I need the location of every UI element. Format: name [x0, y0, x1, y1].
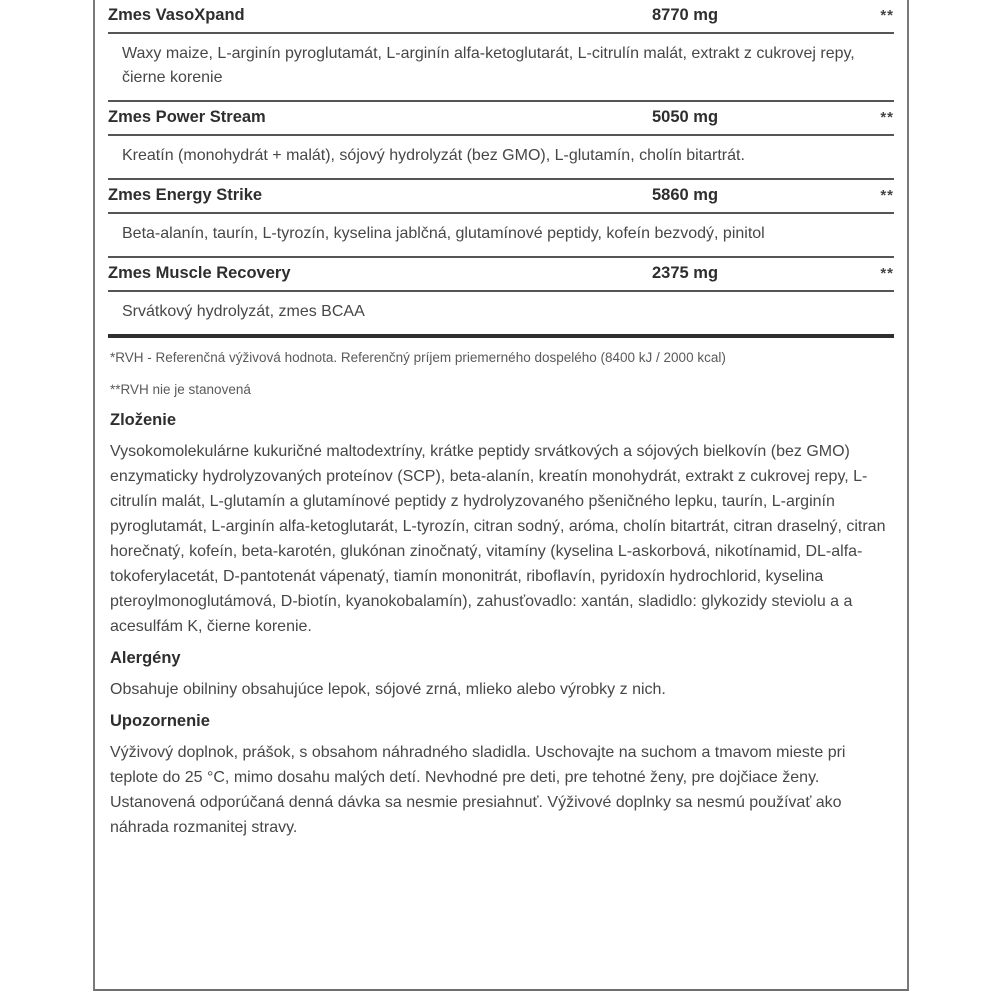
blend-title-row: [108, 0, 894, 34]
blend-rvh-mark: **: [880, 109, 894, 126]
blend-title-row: [108, 180, 894, 214]
rvh-footnote-definition: *RVH - Referenčná výživová hodnota. Referenčný príjem priemerného dospelého (8400 kJ / 2000 kcal): [110, 350, 726, 365]
blend-name: Zmes Muscle Recovery: [108, 264, 291, 282]
blend-ingredients: Srvátkový hydrolyzát, zmes BCAA: [122, 303, 365, 320]
blend-section-energy-strike: [108, 178, 894, 256]
rvh-footnote-not-established: **RVH nie je stanovená: [110, 382, 251, 397]
blend-rvh-mark: **: [880, 7, 894, 24]
blend-section-vasoxpand: [108, 0, 894, 100]
blend-ingredients: Beta-alanín, taurín, L-tyrozín, kyselina jablčná, glutamínové peptidy, kofeín bezvodý, pinitol: [122, 225, 765, 242]
blend-name: Zmes Power Stream: [108, 108, 266, 126]
blend-title-row: [108, 102, 894, 136]
composition-body: Vysokomolekulárne kukuričné maltodextríny, krátke peptidy srvátkových a sójových bielkovín (bez GMO) enzymaticky hydrolyzovaných proteínov (SCP), beta-alanín, kreatín monohydrát, extrakt z cukrovej repy, L-citrulín malát, L-glutamín a glutamínové peptidy z hydrolyzovaného pšeničného lepku, taurín, L-arginín pyroglutamát, L-arginín alfa-ketoglutarát, L-tyrozín, citran sodný, aróma, cholín bitartrát, citran draselný, citran horečnatý, kofeín, beta-karotén, glukónan zinočnatý, vitamíny (kyselina L-askorbová, nikotínamid, DL-alfa-tokoferylacetát, D-pantotenát vápenatý, tiamín mononitrát, riboflavín, pyridoxín hydrochlorid, kyselina pteroylmonoglutámová, D-biotín, kyanokobalamín), zahusťovadlo: xantán, sladidlo: glykozidy steviolu a a acesulfám K, čierne korenie.: [110, 443, 886, 635]
rvh-footnotes: [108, 338, 894, 400]
warning-heading: Upozornenie: [110, 712, 210, 730]
blend-name: Zmes VasoXpand: [108, 6, 245, 24]
warning-body: Výživový doplnok, prášok, s obsahom náhradného sladidla. Uschovajte na suchom a tmavom mieste pri teplote do 25 °C, mimo dosahu malých detí. Nevhodné pre deti, pre tehotné ženy, pre dojčiace ženy. Ustanovená odporúčaná denná dávka sa nesmie presiahnuť. Výživové doplnky sa nesmú používať ako náhrada rozmanitej stravy.: [110, 744, 846, 836]
allergens-heading: Alergény: [110, 649, 181, 667]
blend-amount: 5050 mg: [652, 108, 719, 126]
blend-rvh-mark: **: [880, 265, 894, 282]
blend-rvh-mark: **: [880, 187, 894, 204]
blend-section-power-stream: [108, 100, 894, 178]
blend-amount: 5860 mg: [652, 186, 719, 204]
composition-heading: Zloženie: [110, 411, 177, 429]
label-box: [93, 0, 909, 991]
blend-amount: 2375 mg: [652, 264, 719, 282]
blend-section-muscle-recovery: [108, 256, 894, 334]
blend-ingredients: Waxy maize, L-arginín pyroglutamát, L-arginín alfa-ketoglutarát, L-citrulín malát, extrakt z cukrovej repy, čierne korenie: [122, 45, 855, 86]
blend-title-row: [108, 258, 894, 292]
blend-ingredients: Kreatín (monohydrát + malát), sójový hydrolyzát (bez GMO), L-glutamín, cholín bitartrát.: [122, 147, 745, 164]
blend-name: Zmes Energy Strike: [108, 186, 263, 204]
allergens-body: Obsahuje obilniny obsahujúce lepok, sójové zrná, mlieko alebo výrobky z nich.: [110, 681, 666, 698]
blend-amount: 8770 mg: [652, 6, 719, 24]
